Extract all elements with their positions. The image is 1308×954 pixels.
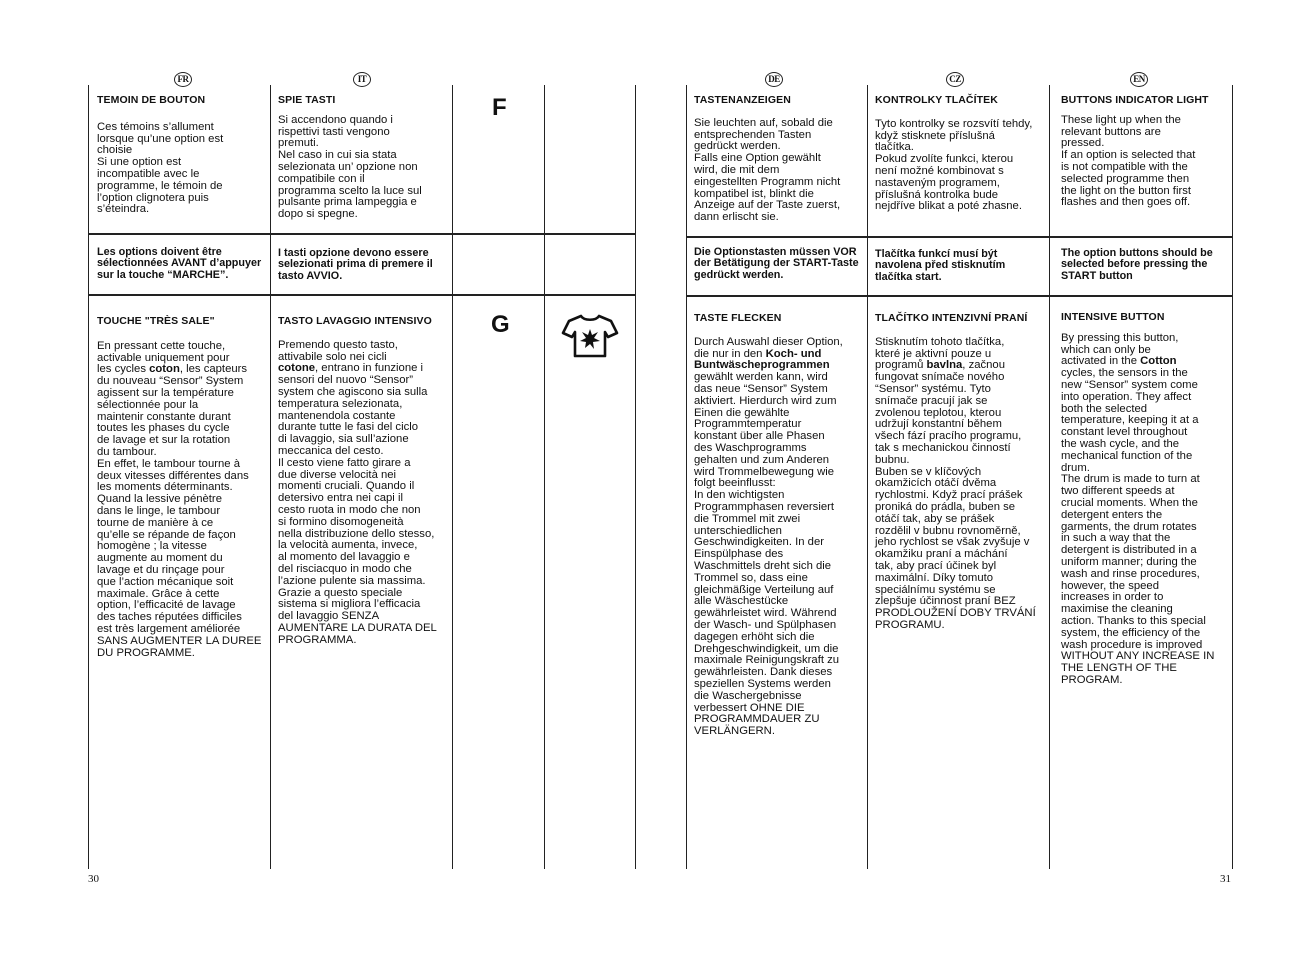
text-line: sélectionnée pour la	[97, 398, 199, 411]
row-divider	[88, 233, 636, 235]
text-line: konstant über alle Phasen	[694, 430, 825, 443]
section-letter-g: G	[491, 311, 510, 338]
cz-indicator-title: KONTROLKY TLAČÍTEK	[875, 94, 998, 106]
text-line: PROGRAMMDAUER ZU	[694, 713, 820, 726]
text-line: augmente au moment du	[97, 552, 223, 565]
text-line: tlačítka.	[875, 141, 914, 154]
text-line: Ces témoins s’allument	[97, 120, 214, 133]
text-line: folgt beeinflusst:	[694, 477, 776, 490]
text-line: maximise the cleaning	[1061, 603, 1173, 616]
text-line: maximale Reinigungskraft zu	[694, 654, 840, 667]
text-line: speciálnímu systému se	[875, 583, 996, 596]
text-line: incompatible avec le	[97, 167, 200, 180]
cz-intensive-title: TLAČÍTKO INTENZIVNÍ PRANÍ	[875, 312, 1028, 324]
column-divider	[88, 85, 89, 869]
text-line: DU PROGRAMME.	[97, 646, 195, 659]
de-intensive-section	[694, 313, 866, 738]
text-line: verbessert OHNE DIE	[694, 701, 805, 714]
text-line: compatibile con il	[278, 172, 365, 185]
de-note: Die Optionstasten müssen VOR der Betätigung der START-Taste gedrückt werden.	[694, 246, 859, 281]
row-divider	[88, 294, 636, 296]
text-line: gewählt werden kann, wird	[694, 371, 828, 384]
text-line: rychlostmi. Když prací prášek	[875, 489, 1023, 502]
text-line: nejdříve blikat a poté zhasne.	[875, 200, 1022, 213]
text-line: okamžiku praní a máchání	[875, 548, 1008, 561]
text-line: programma scelto la luce sul	[278, 184, 422, 197]
text-line: est très largement améliorée	[97, 622, 241, 635]
text-line: cotone, entrano in funzione i	[278, 362, 424, 375]
text-line: der Wasch- und Spülphasen	[694, 618, 837, 631]
text-line: flashes and then goes off.	[1061, 196, 1191, 209]
text-line: gewährleistet wird. Während	[694, 607, 837, 620]
text-line: sistema si migliora l’efficacia	[278, 598, 421, 611]
text-line: gehalten und zum Anderen	[694, 453, 830, 466]
page-number-right: 31	[1220, 873, 1231, 885]
column-divider	[686, 85, 687, 869]
stain-shirt-icon	[561, 313, 619, 359]
text-line: mechanical function of the	[1061, 449, 1193, 462]
text-line: temperatura selezionata,	[278, 397, 403, 410]
text-line: relevant buttons are	[1061, 125, 1161, 138]
language-badge-it: IT	[353, 72, 371, 87]
text-line: sensori del nuovo “Sensor”	[278, 374, 414, 387]
language-badge-de: DE	[765, 72, 783, 87]
text-line: dann erlischt sie.	[694, 211, 779, 224]
text-line: the light on the button first	[1061, 184, 1191, 197]
en-intensive-title: INTENSIVE BUTTON	[1061, 311, 1165, 323]
text-line: když stisknete příslušná	[875, 129, 995, 142]
text-line: En effet, le tambour tourne à	[97, 457, 240, 470]
text-line: Programmphasen reversiert	[694, 500, 835, 513]
text-line: detergent enters the	[1061, 508, 1163, 521]
text-line: des Waschprogramms	[694, 441, 807, 454]
column-divider	[867, 85, 868, 869]
text-line: system, the efficiency of the	[1061, 626, 1201, 639]
text-line: SANS AUGMENTER LA DUREE	[97, 634, 262, 647]
row-divider	[686, 236, 1233, 238]
language-badge-cz: CZ	[946, 72, 964, 87]
text-line: agissent sur la température	[97, 386, 234, 399]
fr-intensive-section	[97, 316, 267, 659]
text-line: THE LENGTH OF THE	[1061, 662, 1177, 675]
text-line: tak, aby prací účinek byl	[875, 559, 997, 572]
text-line: both the selected	[1061, 402, 1148, 415]
text-line: meccanica del cesto.	[278, 444, 384, 457]
text-line: jeho rychlost se však zvyšuje v	[875, 536, 1030, 549]
text-line: rispettivi tasti vengono	[278, 125, 390, 138]
text-line: PRODLOUŽENÍ DOBY TRVÁNÍ	[875, 607, 1036, 620]
fr-indicator-section	[97, 95, 265, 216]
text-line: otáčí tak, aby se prášek	[875, 512, 995, 525]
language-badge-fr: FR	[174, 72, 192, 87]
it-intensive-title: TASTO LAVAGGIO INTENSIVO	[278, 315, 432, 327]
fr-indicator-title: TEMOIN DE BOUTON	[97, 94, 206, 106]
text-line: les moments déterminants.	[97, 481, 233, 494]
text-line: Waschmittels dreht sich die	[694, 559, 832, 572]
text-line: increases in order to	[1061, 591, 1164, 604]
text-line: programů bavlna, začnou	[875, 359, 1006, 372]
text-line: premuti.	[278, 137, 319, 150]
text-line: In den wichtigsten	[694, 489, 785, 502]
text-line: momenti cruciali. Quando il	[278, 480, 415, 493]
text-line: la velocità aumenta, invece,	[278, 539, 418, 552]
text-line: snímače pracují jak se	[875, 394, 988, 407]
text-line: however, the speed	[1061, 579, 1159, 592]
text-line: entsprechenden Tasten	[694, 128, 812, 141]
text-line: selezionata un’ opzione non	[278, 160, 418, 173]
text-line: wash and rinse procedures,	[1061, 567, 1200, 580]
text-line: okamžicích otáčí dvěma	[875, 477, 997, 490]
text-line: všech fází pracího programu,	[875, 430, 1022, 443]
text-line: das neue “Sensor” System	[694, 382, 828, 395]
text-line: durante tutte le fasi del ciclo	[278, 421, 419, 434]
it-indicator-section	[278, 95, 448, 221]
text-line: příslušná kontrolka bude	[875, 188, 999, 201]
text-line: l’azione pulente sia massima.	[278, 574, 426, 587]
text-line: garments, the drum rotates	[1061, 520, 1197, 533]
text-line: Stisknutím tohoto tlačítka,	[875, 335, 1005, 348]
text-line: s’éteindra.	[97, 203, 150, 216]
text-line: new “Sensor” system come	[1061, 378, 1198, 391]
text-line: l’option clignotera puis	[97, 191, 209, 204]
text-line: pulsante prima lampeggia e	[278, 196, 417, 209]
text-line: in such a way that the	[1061, 532, 1171, 545]
text-line: activated in the Cotton	[1061, 355, 1177, 368]
text-line: pressed.	[1061, 137, 1105, 150]
text-line: activable uniquement pour	[97, 351, 230, 364]
text-line: eingestellten Programm nicht	[694, 175, 841, 188]
text-line: dans le linge, le tambour	[97, 504, 221, 517]
text-line: constant level throughout	[1061, 426, 1188, 439]
text-line: temperature, keeping it at a	[1061, 414, 1199, 427]
text-line: Si une option est	[97, 156, 182, 169]
text-line: If an option is selected that	[1061, 149, 1196, 162]
text-line: Quand la lessive pénètre	[97, 493, 222, 506]
cz-note: Tlačítka funkcí musí být navolena před stisknutím tlačítka start.	[875, 248, 1006, 283]
text-line: homogène ; la vitesse	[97, 540, 207, 553]
text-line: WITHOUT ANY INCREASE IN	[1061, 650, 1215, 663]
text-line: Tyto kontrolky se rozsvítí tehdy,	[875, 117, 1033, 130]
text-line: udržují konstantní během	[875, 418, 1002, 431]
page-number-left: 30	[88, 873, 99, 885]
text-line: two different speeds at	[1061, 485, 1175, 498]
text-line: By pressing this button,	[1061, 331, 1179, 344]
text-line: Durch Auswahl dieser Option,	[694, 335, 843, 348]
de-indicator-section	[694, 95, 864, 224]
text-line: qu’elle se répande de façon	[97, 528, 236, 541]
text-line: cycles, the sensors in the	[1061, 367, 1188, 380]
text-line: wash procedure is improved	[1061, 638, 1203, 651]
text-line: gewährleisten. Dank dieses	[694, 666, 833, 679]
text-line: into operation. They affect	[1061, 390, 1192, 403]
text-line: wird, die mit dem	[694, 163, 780, 176]
text-line: toutes les phases du cycle	[97, 422, 230, 435]
text-line: Buben se v klíčových	[875, 465, 982, 478]
row-divider	[686, 295, 1233, 297]
text-line: del lavaggio SENZA	[278, 610, 380, 623]
text-line: dagegen erhöht sich die	[694, 630, 815, 643]
column-divider	[1049, 85, 1050, 869]
text-line: Falls eine Option gewählt	[694, 152, 821, 165]
de-intensive-title: TASTE FLECKEN	[694, 312, 782, 324]
text-line: The drum is made to turn at	[1061, 473, 1200, 486]
text-line: speziellen Systems werden	[694, 677, 831, 690]
it-intensive-section	[278, 316, 450, 647]
text-line: En pressant cette touche,	[97, 339, 226, 352]
text-line: attivabile solo nei cicli	[278, 350, 387, 363]
text-line: tourne de manière à ce	[97, 516, 214, 529]
text-line: die Trommel mit zwei	[694, 512, 801, 525]
text-line: uniform manner; during the	[1061, 555, 1197, 568]
text-line: de lavage et sur la rotation	[97, 434, 231, 447]
text-line: Geschwindigkeiten. In der	[694, 536, 824, 549]
text-line: AUMENTARE LA DURATA DEL	[278, 621, 437, 634]
text-line: option, l’efficacité de lavage	[97, 599, 236, 612]
it-note: I tasti opzione devono essere selezionati prima di premere il tasto AVVIO.	[278, 247, 433, 282]
text-line: selected programme then	[1061, 172, 1190, 185]
de-indicator-title: TASTENANZEIGEN	[694, 94, 791, 106]
text-line: which can only be	[1061, 343, 1151, 356]
text-line: si formino disomogeneità	[278, 515, 404, 528]
text-line: choisie	[97, 144, 133, 157]
section-letter-f: F	[492, 94, 507, 121]
text-line: les cycles coton, les capteurs	[97, 363, 248, 376]
text-line: drum.	[1061, 461, 1090, 474]
text-line: proniká do prádla, buben se	[875, 500, 1016, 513]
text-line: nella distribuzione dello stesso,	[278, 527, 435, 540]
text-line: deux vitesses différentes dans	[97, 469, 249, 482]
text-line: Anzeige auf der Taste zuerst,	[694, 199, 841, 212]
column-divider	[452, 85, 453, 869]
text-line: programme, le témoin de	[97, 179, 223, 192]
text-line: alle Wäschestücke	[694, 595, 789, 608]
text-line: Nel caso in cui sia stata	[278, 149, 397, 162]
text-line: lorsque qu’une option est	[97, 132, 224, 145]
text-line: die nur in den Koch- und	[694, 347, 822, 360]
column-divider	[544, 85, 545, 869]
text-line: kompatibel ist, blinkt die	[694, 187, 814, 200]
text-line: Pokud zvolíte funkci, kterou	[875, 153, 1014, 166]
text-line: These light up when the	[1061, 113, 1181, 126]
text-line: al momento del lavaggio e	[278, 551, 410, 564]
text-line: není možné kombinovat s	[875, 164, 1004, 177]
text-line: gedrückt werden.	[694, 140, 781, 153]
text-line: fungovat snímače nového	[875, 371, 1005, 384]
text-line: Premendo questo tasto,	[278, 338, 398, 351]
fr-intensive-title: TOUCHE "TRÈS SALE"	[97, 315, 215, 327]
text-line: di lavaggio, sia sull’azione	[278, 433, 409, 446]
text-line: is not compatible with the	[1061, 160, 1188, 173]
text-line: PROGRAMMA.	[278, 633, 357, 646]
text-line: Buntwäscheprogrammen	[694, 359, 830, 372]
text-line: crucial moments. When the	[1061, 496, 1198, 509]
text-line: PROGRAM.	[1061, 673, 1123, 686]
text-line: wird Trommelbewegung wie	[694, 465, 835, 478]
en-note: The option buttons should be selected before pressing the START button	[1061, 247, 1213, 282]
fr-note: Les options doivent être sélectionnées AVANT d’appuyer sur la touche “MARCHE”.	[97, 246, 262, 281]
text-line: gleichmäßige Verteilung auf	[694, 583, 834, 596]
it-indicator-title: SPIE TASTI	[278, 94, 336, 106]
text-line: VERLÄNGERN.	[694, 725, 775, 738]
text-line: die Waschergebnisse	[694, 689, 802, 702]
text-line: rozdělil v bubnu rovnoměrně,	[875, 524, 1021, 537]
text-line: cesto ruota in modo che non	[278, 503, 421, 516]
text-line: des taches réputées difficiles	[97, 611, 242, 624]
text-line: que l’action mécanique soit	[97, 575, 234, 588]
text-line: aktiviert. Hierdurch wird zum	[694, 394, 837, 407]
column-divider	[635, 85, 636, 869]
text-line: unterschiedlichen	[694, 524, 782, 537]
text-line: zvolenou teplotou, kterou	[875, 406, 1002, 419]
text-line: zlepšuje účinnost praní BEZ	[875, 595, 1016, 608]
cz-intensive-section	[875, 313, 1048, 632]
text-line: Drehgeschwindigkeit, um die	[694, 642, 839, 655]
column-divider	[1232, 85, 1233, 869]
cz-indicator-section	[875, 95, 1047, 213]
text-line: nastaveným programem,	[875, 176, 1000, 189]
en-intensive-section	[1061, 312, 1231, 687]
text-line: PROGRAMU.	[875, 618, 945, 631]
text-line: mantenendola costante	[278, 409, 396, 422]
text-line: Si accendono quando i	[278, 113, 393, 126]
text-line: bubnu.	[875, 453, 910, 466]
column-divider	[270, 85, 271, 869]
text-line: detersivo entra nei capi il	[278, 492, 403, 505]
text-line: Einen die gewählte	[694, 406, 790, 419]
text-line: system che agiscono sia sulla	[278, 385, 428, 398]
text-line: Grazie a questo speciale	[278, 586, 403, 599]
text-line: du nouveau “Sensor” System	[97, 375, 244, 388]
text-line: lavage et du rinçage pour	[97, 563, 225, 576]
language-badge-en: EN	[1130, 72, 1148, 87]
text-line: maintenir constante durant	[97, 410, 231, 423]
text-line: detergent is distributed in a	[1061, 544, 1197, 557]
en-indicator-title: BUTTONS INDICATOR LIGHT	[1061, 94, 1209, 106]
en-indicator-section	[1061, 95, 1229, 209]
text-line: Sie leuchten auf, sobald die	[694, 116, 833, 129]
text-line: del risciacquo in modo che	[278, 562, 412, 575]
text-line: Trommel so, dass eine	[694, 571, 808, 584]
text-line: action. Thanks to this special	[1061, 614, 1206, 627]
text-line: tak s mechanickou činností	[875, 441, 1011, 454]
text-line: the wash cycle, and the	[1061, 437, 1180, 450]
text-line: Il cesto viene fatto girare a	[278, 456, 411, 469]
text-line: dopo si spegne.	[278, 208, 358, 221]
text-line: maximale. Grâce à cette	[97, 587, 220, 600]
text-line: du tambour.	[97, 445, 157, 458]
text-line: due diverse velocità nei	[278, 468, 397, 481]
text-line: “Sensor” systému. Tyto	[875, 382, 991, 395]
text-line: Programmtemperatur	[694, 418, 802, 431]
text-line: které je aktivní pouze u	[875, 347, 992, 360]
text-line: maximální. Díky tomuto	[875, 571, 994, 584]
text-line: Einspülphase des	[694, 548, 784, 561]
